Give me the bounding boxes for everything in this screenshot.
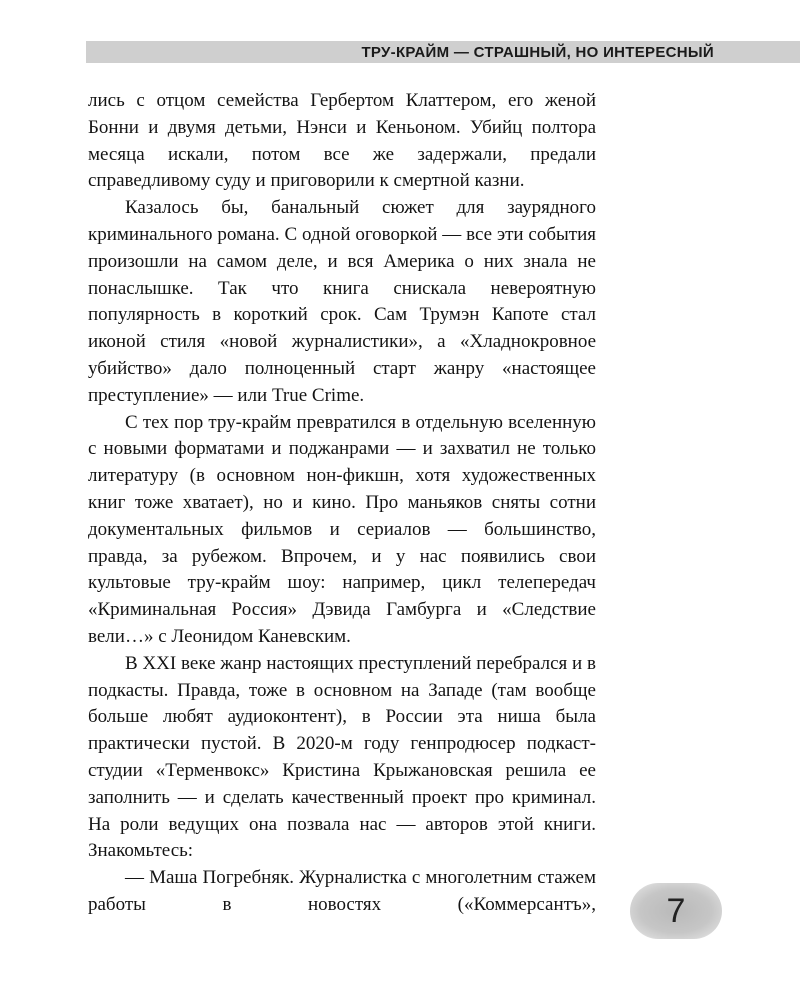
paragraph: лись с отцом семейства Гербертом Клаттером, его женой Бонни и двумя детьми, Нэнси и Кеньоном. Убийц полтора месяца искали, потом все же задержали, предали справедливому суду и приговорили к смертной казни. [88,90,596,192]
page-number-badge [630,883,722,939]
paragraph: С тех пор тру-крайм превратился в отдельную вселенную с новыми форматами и поджанрами — и захватил не только литературу (в основном нон-фикшн, хотя художественных книг тоже хватает), но и кино. Про маньяков сняты сотни документальных фильмов и сериалов — большинство, правда, за рубежом. Впрочем, и у нас появились свои культовые тру-крайм шоу: например, цикл телепередач «Криминальная Россия» Дэвида Гамбурга и «Следствие вели…» с Леонидом Каневским. [88,411,596,647]
running-header-bar [86,41,800,63]
paragraph: Казалось бы, банальный сюжет для заурядного криминального романа. С одной оговоркой — все эти события произошли на самом деле, и вся Америка о них знала не понаслышке. Так что книга снискала невероятную популярность в короткий срок. Сам Трумэн Капоте стал иконой стиля «новой журналистики», а «Хладнокровное убийство» дало полноценный старт жанру «настоящее преступление» — или True Crime. [88,197,596,406]
paragraph: — Маша Погребняк. Журналистка с многолетним стажем работы в новостях («Коммерсантъ», [88,867,596,915]
paragraph: В XXI веке жанр настоящих преступлений перебрался и в подкасты. Правда, тоже в основном на Западе (там вообще больше любят аудиоконтент), в России эта ниша была практически пустой. В 2020-м году генпродюсер подкаст-студии «Терменвокс» Кристина Крыжановская решила ее заполнить — и сделать качественный проект про криминал. На роли ведущих она позвала нас — авторов этой книги. Знакомьтесь: [88,652,596,862]
page-number: 7 [666,892,686,930]
page-body-text [88,88,596,919]
running-header-title: ТРУ-КРАЙМ — СТРАШНЫЙ, НО ИНТЕРЕСНЫЙ [361,44,714,61]
